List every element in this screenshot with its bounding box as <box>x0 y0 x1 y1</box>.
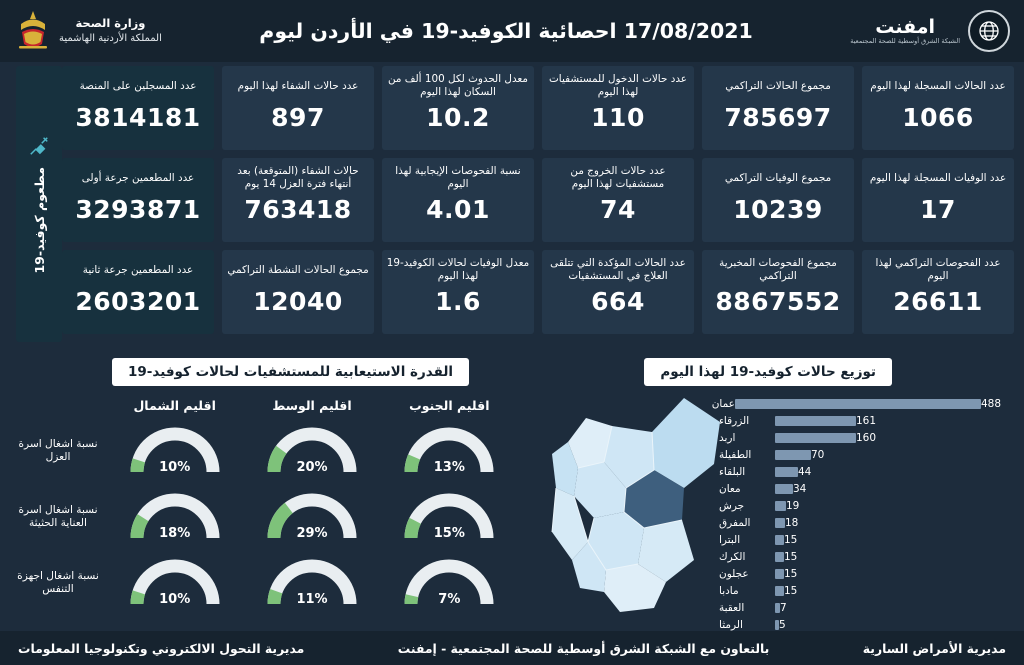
stat-cell-vaccine <box>62 158 214 242</box>
capacity-row-ventilators <box>10 550 518 616</box>
bar-fill <box>775 467 798 477</box>
bar-value: 161 <box>856 414 877 427</box>
page-header <box>0 0 1024 62</box>
bar-track <box>775 619 1006 631</box>
bar-value: 34 <box>793 482 807 495</box>
bar-row <box>711 396 1006 412</box>
capacity-header <box>10 392 518 418</box>
stat-value: 763418 <box>244 195 352 224</box>
stat-cell <box>862 250 1014 334</box>
capacity-row-label: نسبة اشغال اسرة العزل <box>18 437 98 463</box>
bar-track <box>775 568 1006 580</box>
bar-fill <box>735 399 981 409</box>
bar-label: الكرك <box>719 550 746 563</box>
gauge-cell <box>381 426 518 476</box>
stat-cell <box>222 158 374 242</box>
stat-cell <box>542 250 694 334</box>
gauge-cell <box>381 558 518 608</box>
distribution-title: توزيع حالات كوفيد-19 لهذا اليوم <box>644 358 892 386</box>
stat-label: عدد الحالات المسجلة لهذا اليوم <box>870 79 1006 92</box>
bar-fill <box>775 620 779 630</box>
bar-row <box>714 447 1006 463</box>
bar-track <box>775 585 1006 597</box>
bar-value: 15 <box>784 567 798 580</box>
stat-label: معدل الوفيات لحالات الكوفيد-19 لهذا اليوم <box>386 257 530 282</box>
gauge-isolation-south <box>403 426 495 476</box>
region-label-south: اقليم الجنوب <box>409 397 490 413</box>
bar-row <box>714 532 1006 548</box>
stat-value: 897 <box>271 103 325 132</box>
country-name: المملكة الأردنية الهاشمية <box>59 33 162 44</box>
bar-fill <box>775 450 811 460</box>
emphnet-logo-text <box>850 15 960 45</box>
stat-value: 2603201 <box>75 287 201 316</box>
bar-fill <box>775 501 786 511</box>
bar-label: العقبة <box>719 601 745 614</box>
stat-label: عدد حالات الخروج من مستشفيات لهذا اليوم <box>570 165 666 190</box>
bar-track <box>775 551 1006 563</box>
stat-label: عدد المسجلين على المنصة <box>79 79 197 92</box>
jordan-map <box>534 392 724 620</box>
syringe-icon <box>28 135 50 157</box>
stat-label: مجموع الحالات النشطة التراكمي <box>227 263 369 276</box>
gauge-value: 13% <box>433 460 465 475</box>
crown-icon <box>16 10 50 52</box>
bar-value: 7 <box>780 601 787 614</box>
stat-label: عدد الفحوصات التراكمي لهذا اليوم <box>875 257 1001 282</box>
bar-value: 488 <box>980 397 1001 410</box>
region-label-middle: اقليم الوسط <box>272 397 352 413</box>
stat-value: 26611 <box>893 287 983 316</box>
stat-value: 1066 <box>902 103 974 132</box>
statistics-columns <box>62 66 1014 342</box>
bar-track <box>775 517 1006 529</box>
stat-label: معدل الحدوث لكل 100 ألف من السكان لهذا اليوم <box>387 73 528 98</box>
page-footer <box>0 631 1024 665</box>
gauge-value: 15% <box>433 526 465 541</box>
emphnet-logo <box>850 10 1024 52</box>
stat-label: عدد المطعمين جرعة ثانية <box>82 263 194 276</box>
bar-track <box>775 534 1006 546</box>
report-title: احصائية الكوفيد-19 في الأردن ليوم <box>259 19 617 43</box>
bar-label: الطفيلة <box>719 448 752 461</box>
stat-value: 4.01 <box>426 195 490 224</box>
stat-label: مجموع الحالات التراكمي <box>725 79 831 92</box>
bar-track <box>775 602 1006 614</box>
stat-cell <box>382 158 534 242</box>
bar-fill <box>775 518 785 528</box>
report-date: 17/08/2021 <box>623 19 753 43</box>
gauge-ventilator-north <box>129 558 221 608</box>
gauge-cell <box>381 492 518 542</box>
stat-cell-vaccine <box>62 250 214 334</box>
gauge-isolation-north <box>129 426 221 476</box>
bar-row <box>714 600 1006 616</box>
stat-cell <box>542 158 694 242</box>
distribution-panel <box>534 392 1014 631</box>
stat-cell-vaccine <box>62 66 214 150</box>
bar-fill <box>775 416 856 426</box>
gauge-ventilator-south <box>403 558 495 608</box>
capacity-row-label: نسبة اشغال اسرة العناية الحثيثة <box>18 503 98 529</box>
stat-label: عدد الوفيات المسجلة لهذا اليوم <box>869 171 1007 184</box>
gauge-isolation-middle <box>266 426 358 476</box>
gauge-cell <box>243 492 380 542</box>
stat-value: 10.2 <box>426 103 490 132</box>
bar-row <box>714 481 1006 497</box>
gauge-cell <box>243 426 380 476</box>
stat-label: عدد حالات الشفاء لهذا اليوم <box>237 79 359 92</box>
gauge-icu-south <box>403 492 495 542</box>
statistics-grid <box>10 66 1014 338</box>
bar-label: مادبا <box>719 584 739 597</box>
footer-center: بالتعاون مع الشبكة الشرق أوسطية للصحة المجتمعية - إمفنت <box>397 640 770 656</box>
page-title <box>162 19 850 43</box>
stat-cell <box>862 158 1014 242</box>
bar-label: البترا <box>719 533 741 546</box>
stat-cell <box>702 250 854 334</box>
stats-row <box>62 66 1014 150</box>
stat-label: مجموع الفحوصات المخبرية التراكمي <box>719 257 837 282</box>
gauge-value: 18% <box>159 526 191 541</box>
capacity-row-label: نسبة اشغال اجهزة التنفس <box>17 569 99 595</box>
footer-left: مديرية التحول الالكتروني وتكنولوجيا المعلومات <box>18 640 305 656</box>
bar-fill <box>775 484 793 494</box>
bar-row <box>714 430 1006 446</box>
region-label-north: اقليم الشمال <box>133 397 216 413</box>
bar-row <box>714 549 1006 565</box>
ministry-logo <box>0 10 162 52</box>
bar-fill <box>775 552 784 562</box>
logo-title: امفنت <box>875 15 936 38</box>
bar-label: الزرقاء <box>719 414 750 427</box>
gauge-ventilator-middle <box>266 558 358 608</box>
stat-value: 785697 <box>724 103 832 132</box>
capacity-row-icu <box>10 484 518 550</box>
stat-cell <box>222 66 374 150</box>
bar-value: 70 <box>811 448 825 461</box>
capacity-title: القدرة الاستيعابية للمستشفيات لحالات كوفيد-19 <box>112 358 469 386</box>
bar-fill <box>775 603 780 613</box>
stat-label: عدد الحالات المؤكدة التي تتلقى العلاج في المستشفيات <box>550 257 686 282</box>
bar-label: معان <box>719 482 741 495</box>
gauge-cell <box>243 558 380 608</box>
bar-value: 5 <box>779 618 786 631</box>
stat-label: نسبة الفحوصات الإيجابية لهذا اليوم <box>395 165 521 190</box>
stat-value: 664 <box>591 287 645 316</box>
stat-cell <box>222 250 374 334</box>
stats-row <box>62 250 1014 334</box>
bar-track <box>775 415 1006 427</box>
bar-value: 15 <box>784 533 798 546</box>
bar-value: 18 <box>785 516 799 529</box>
stat-label: عدد حالات الدخول للمستشفيات لهذا اليوم <box>549 73 687 98</box>
gauge-icu-north <box>129 492 221 542</box>
stat-value: 17 <box>920 195 956 224</box>
stat-cell <box>382 250 534 334</box>
stat-value: 1.6 <box>435 287 481 316</box>
bar-track <box>775 500 1006 512</box>
bar-value: 19 <box>786 499 800 512</box>
bar-fill <box>775 535 784 545</box>
bar-value: 15 <box>784 584 798 597</box>
footer-right: مديرية الأمراض السارية <box>862 640 1006 656</box>
ministry-text <box>59 16 162 45</box>
bar-row <box>714 498 1006 514</box>
bar-label: جرش <box>719 499 745 512</box>
gauge-value: 11% <box>296 592 328 607</box>
stat-value: 8867552 <box>715 287 841 316</box>
logo-subtitle: الشبكة الشرق أوسطية للصحة المجتمعية <box>850 36 960 45</box>
stat-label: عدد المطعمين جرعة أولى <box>81 171 195 184</box>
hospital-capacity-panel <box>10 392 518 624</box>
bar-label: عجلون <box>719 567 749 580</box>
stat-cell <box>382 66 534 150</box>
stat-value: 110 <box>591 103 645 132</box>
bar-value: 44 <box>798 465 812 478</box>
gauge-cell <box>106 558 243 608</box>
bar-value: 160 <box>856 431 877 444</box>
gauge-cell <box>106 492 243 542</box>
bar-label: اربد <box>719 431 736 444</box>
gauge-value: 10% <box>159 592 191 607</box>
bar-label: البلقاء <box>719 465 746 478</box>
stat-label: مجموع الوفيات التراكمي <box>724 171 832 184</box>
stat-value: 3814181 <box>75 103 201 132</box>
cases-by-governorate-chart <box>711 396 1006 634</box>
bar-fill <box>775 569 784 579</box>
stat-value: 3293871 <box>75 195 201 224</box>
bar-label: عمان <box>711 397 735 410</box>
bar-row <box>714 583 1006 599</box>
stat-value: 12040 <box>253 287 343 316</box>
bar-track <box>775 466 1006 478</box>
stat-cell <box>702 158 854 242</box>
bar-fill <box>775 586 784 596</box>
stat-cell <box>862 66 1014 150</box>
gauge-cell <box>106 426 243 476</box>
bar-row <box>714 566 1006 582</box>
bar-fill <box>775 433 856 443</box>
gauge-value: 20% <box>296 460 328 475</box>
bar-track <box>735 398 1006 410</box>
ministry-name: وزارة الصحة <box>75 16 146 31</box>
stat-cell <box>542 66 694 150</box>
gauge-value: 29% <box>296 526 328 541</box>
stat-value: 74 <box>600 195 636 224</box>
stat-cell <box>702 66 854 150</box>
bar-label: الرمثا <box>719 618 743 631</box>
bar-row <box>714 413 1006 429</box>
bar-row <box>714 515 1006 531</box>
stats-row <box>62 158 1014 242</box>
bar-label: المفرق <box>719 516 751 529</box>
vaccine-sidebar-label: مطعوم كوفيد-19 <box>31 166 47 274</box>
bar-value: 15 <box>784 550 798 563</box>
bar-track <box>775 483 1006 495</box>
stat-label: حالات الشفاء (المتوقعة) بعد أنتهاء فترة العزل 14 يوم <box>237 165 359 190</box>
bar-track <box>775 449 1006 461</box>
capacity-row-isolation <box>10 418 518 484</box>
globe-icon <box>968 10 1010 52</box>
bar-track <box>775 432 1006 444</box>
gauge-icu-middle <box>266 492 358 542</box>
stat-value: 10239 <box>733 195 823 224</box>
vaccine-sidebar <box>16 66 62 342</box>
gauge-value: 7% <box>438 592 461 607</box>
gauge-value: 10% <box>159 460 191 475</box>
bar-row <box>714 464 1006 480</box>
